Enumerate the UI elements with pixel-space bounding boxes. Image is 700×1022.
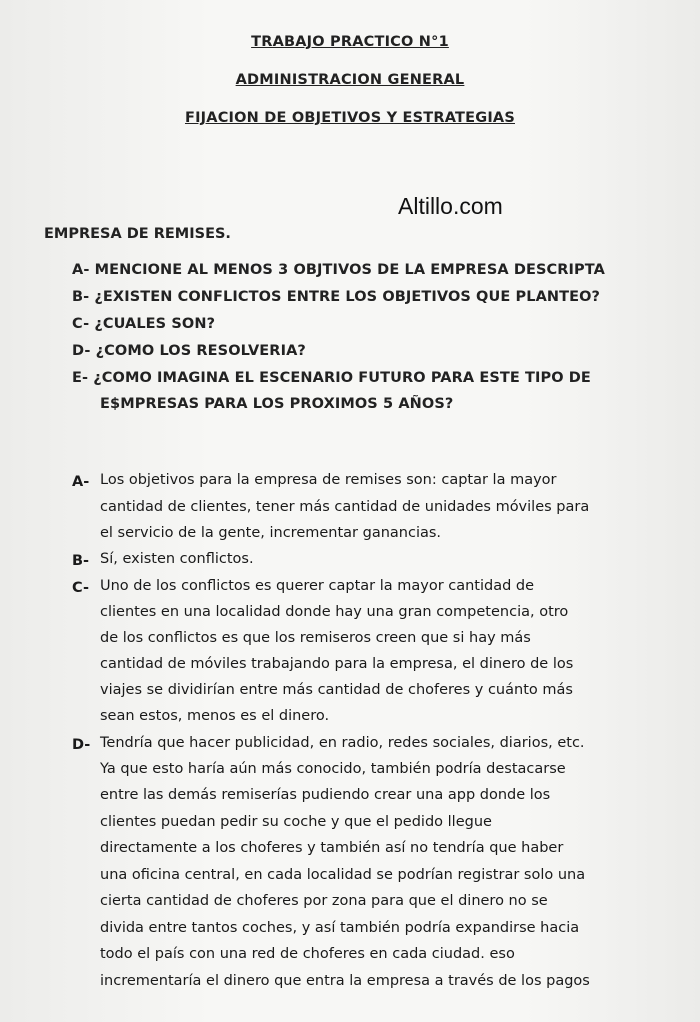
answer-d-marker: D-: [72, 737, 91, 753]
answer-c-line: de los conflictos es que los remiseros creen que si hay más: [100, 630, 531, 646]
answer-c-line: sean estos, menos es el dinero.: [100, 708, 330, 724]
answer-d-line: divida entre tantos coches, y así también podría expandirse hacia: [100, 920, 580, 936]
answer-d-line: entre las demás remiserías pudiendo crear una app donde los: [100, 787, 551, 803]
answer-c-line: cantidad de móviles trabajando para la empresa, el dinero de los: [100, 656, 574, 672]
answer-b-line: Sí, existen conflictos.: [100, 551, 254, 567]
topic-title: FIJACION DE OBJETIVOS Y ESTRATEGIAS: [184, 110, 515, 126]
question-b: B- ¿EXISTEN CONFLICTOS ENTRE LOS OBJETIVOS QUE PLANTEO?: [72, 289, 601, 305]
answer-a-line: cantidad de clientes, tener más cantidad de unidades móviles para: [100, 499, 590, 515]
answer-c-line: viajes se dividirían entre más cantidad de choferes y cuánto más: [100, 682, 573, 698]
answer-d-line: incrementaría el dinero que entra la empresa a través de los pagos: [100, 973, 590, 989]
company-heading: EMPRESA DE REMISES.: [44, 226, 231, 242]
question-e-continued: E$MPRESAS PARA LOS PROXIMOS 5 AÑOS?: [100, 396, 454, 412]
answer-a-line: Los objetivos para la empresa de remises son: captar la mayor: [100, 472, 557, 488]
answer-c-line: clientes en una localidad donde hay una gran competencia, otro: [100, 604, 569, 620]
answer-d-line: Ya que esto haría aún más conocido, también podría destacarse: [100, 761, 566, 777]
subject-title: ADMINISTRACION GENERAL: [235, 72, 465, 88]
watermark-text: Altillo.com: [398, 193, 503, 219]
answer-c-line: Uno de los conflictos es querer captar la mayor cantidad de: [100, 578, 535, 594]
answer-d-line: Tendría que hacer publicidad, en radio, redes sociales, diarios, etc.: [100, 735, 585, 751]
document-title: TRABAJO PRACTICO N°1: [251, 34, 449, 50]
question-c: C- ¿CUALES SON?: [72, 316, 216, 332]
answer-d-line: una oficina central, en cada localidad se podrían registrar solo una: [100, 867, 586, 883]
question-d: D- ¿COMO LOS RESOLVERIA?: [72, 343, 306, 359]
answer-a-marker: A-: [72, 474, 90, 490]
answer-c-marker: C-: [72, 580, 89, 596]
question-e: E- ¿COMO IMAGINA EL ESCENARIO FUTURO PARA ESTE TIPO DE: [72, 370, 591, 386]
answer-b-marker: B-: [72, 553, 90, 569]
question-a: A- MENCIONE AL MENOS 3 OBJTIVOS DE LA EMPRESA DESCRIPTA: [72, 262, 605, 278]
answer-d-line: directamente a los choferes y también así no tendría que haber: [100, 840, 564, 856]
answer-d-line: todo el país con una red de choferes en cada ciudad. eso: [100, 946, 515, 962]
answer-d-line: clientes puedan pedir su coche y que el pedido llegue: [100, 814, 492, 830]
answer-a-line: el servicio de la gente, incrementar ganancias.: [100, 525, 442, 541]
answer-d-line: cierta cantidad de choferes por zona para que el dinero no se: [100, 893, 548, 909]
